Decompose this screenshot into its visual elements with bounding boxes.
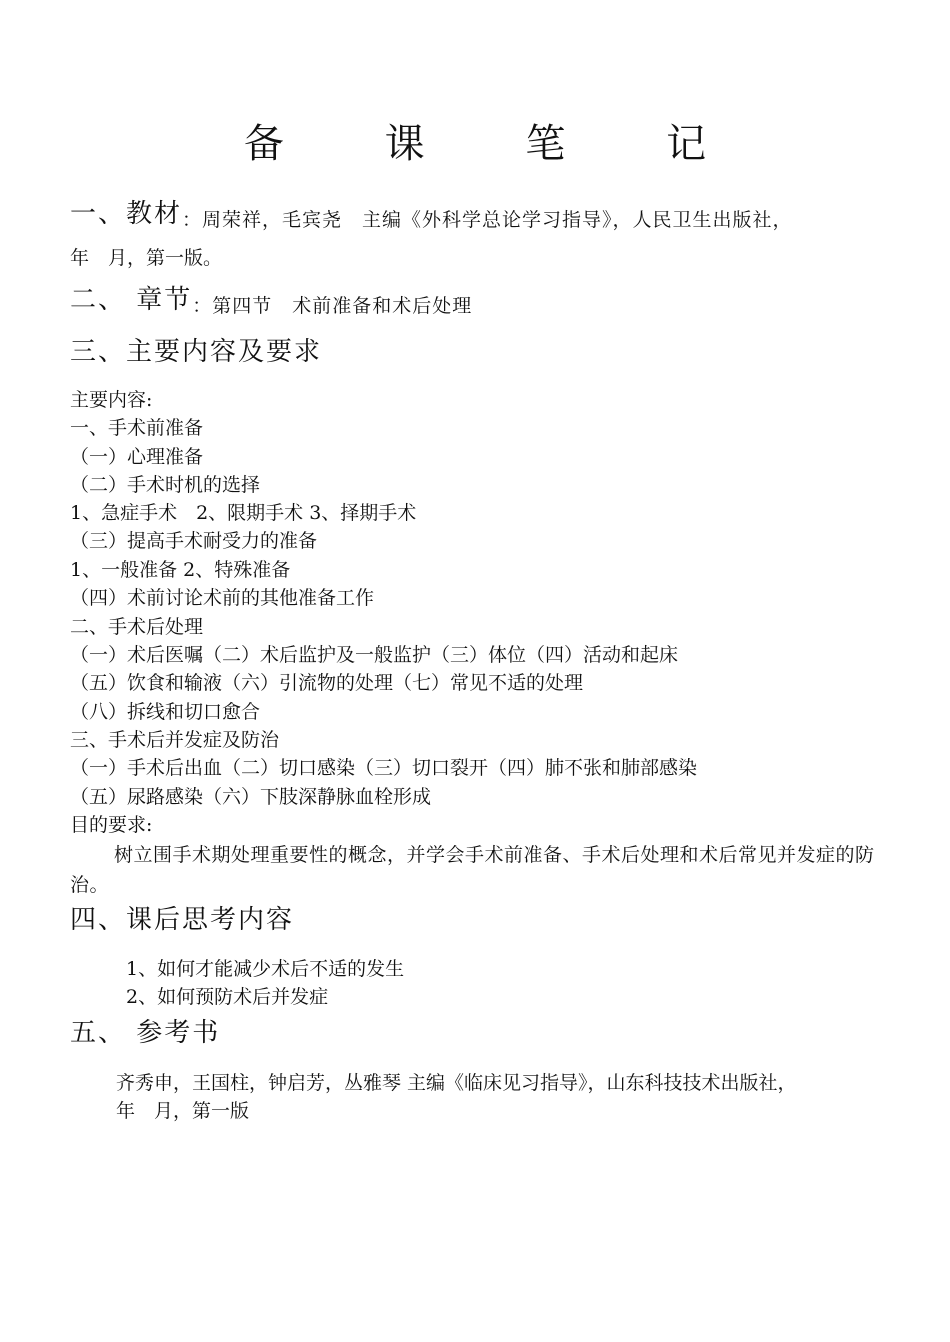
content-line: （一）术后医嘱（二）术后监护及一般监护（三）体位（四）活动和起床 xyxy=(70,644,679,666)
content-line: （八）拆线和切口愈合 xyxy=(70,701,261,723)
content-line: 1、一般准备 2、特殊准备 xyxy=(70,559,291,581)
reference-line: 年 月，第一版 xyxy=(116,1100,250,1122)
section-references-heading: 五、 参考书 xyxy=(70,1018,221,1048)
content-line: （一）手术后出血（二）切口感染（三）切口裂开（四）肺不张和肺部感染 xyxy=(70,757,698,779)
goal-text: 树立围手术期处理重要性的概念，并学会手术前准备、手术后处理和术后常见并发症的防治。 xyxy=(70,844,875,896)
content-line: （一）心理准备 xyxy=(70,446,204,468)
reference-line: 齐秀申，王国柱，钟启芳，丛雅琴 主编《临床见习指导》，山东科技技术出版社， xyxy=(116,1072,797,1094)
content-label: 主要内容: xyxy=(70,389,153,411)
section-content-heading: 三、主要内容及要求 xyxy=(70,337,323,367)
section-chapter xyxy=(70,282,472,320)
section-questions-heading: 四、课后思考内容 xyxy=(70,905,295,935)
section-textbook-heading: 一、教材 xyxy=(70,199,183,229)
content-line: 1、急症手术 2、限期手术 3、择期手术 xyxy=(70,502,417,524)
section-chapter-heading: 二、 章节 xyxy=(70,285,193,315)
content-line: （三）提高手术耐受力的准备 xyxy=(70,530,318,552)
content-line: （四）术前讨论术前的其他准备工作 xyxy=(70,587,375,609)
content-line: 二、手术后处理 xyxy=(70,616,204,638)
section-textbook-text: ：周荣祥，毛宾尧 主编《外科学总论学习指导》，人民卫生出版社， xyxy=(182,209,793,231)
question-item: 1、如何才能减少术后不适的发生 xyxy=(126,958,405,980)
page-title: 备 课 笔 记 xyxy=(243,121,751,167)
section-chapter-text: ：第四节 术前准备和术后处理 xyxy=(192,295,473,317)
goal-label: 目的要求: xyxy=(70,814,153,836)
content-line: 一、手术前准备 xyxy=(70,417,204,439)
content-line: 三、手术后并发症及防治 xyxy=(70,729,280,751)
section-textbook-continuation: 年 月，第一版。 xyxy=(70,247,223,269)
content-line: （五）尿路感染（六）下肢深静脉血栓形成 xyxy=(70,786,432,808)
question-item: 2、如何预防术后并发症 xyxy=(126,986,329,1008)
content-line: （五）饮食和输液（六）引流物的处理（七）常见不适的处理 xyxy=(70,672,584,694)
content-line: （二）手术时机的选择 xyxy=(70,474,261,496)
section-textbook xyxy=(70,196,793,234)
